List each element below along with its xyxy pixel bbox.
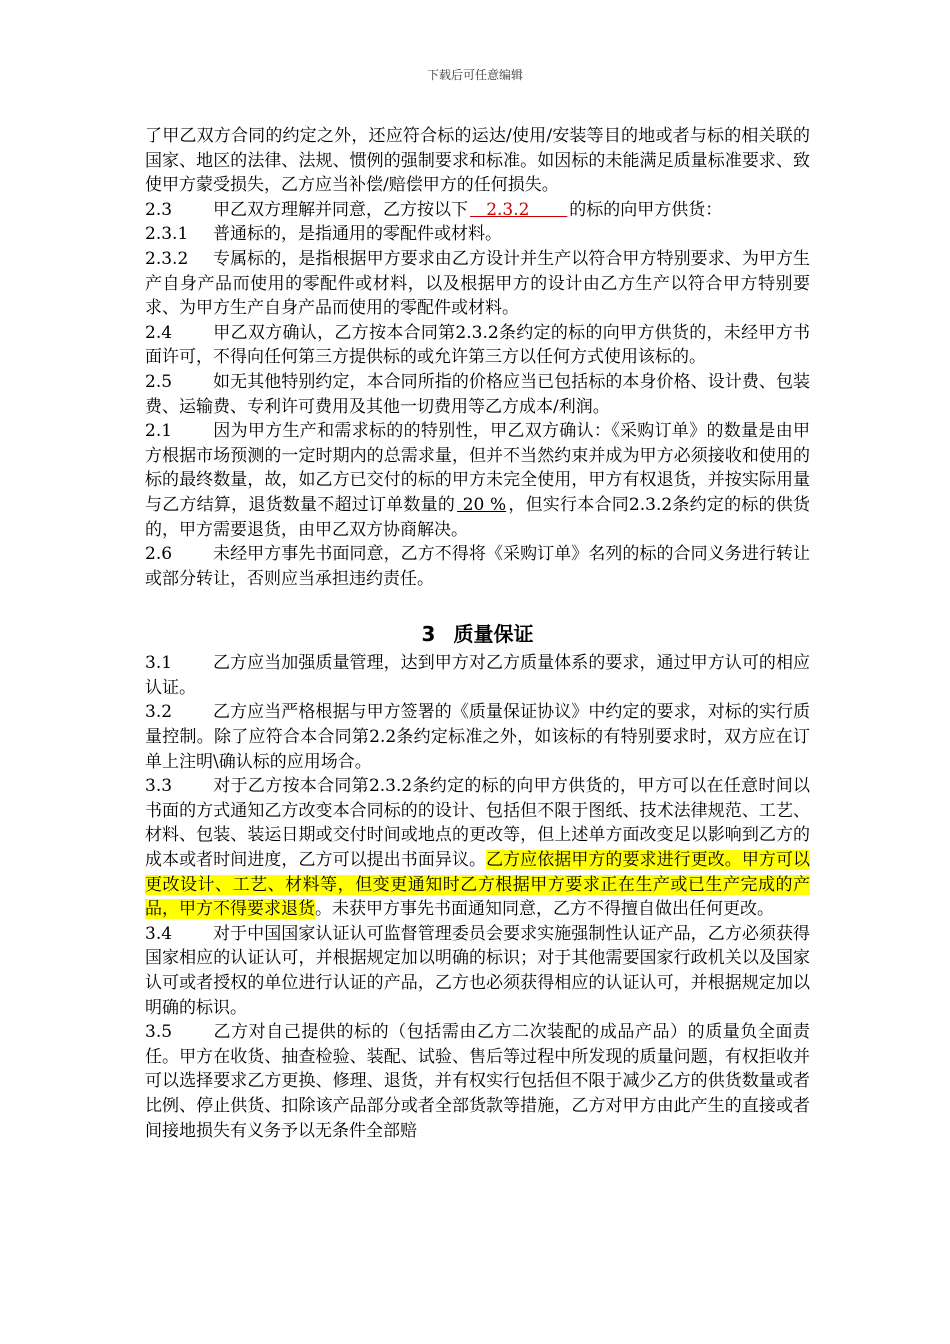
clause-text: 甲乙双方确认，乙方按本合同第2.3.2条约定的标的向甲方供货的，未经甲方书面许可，不得向任何第三方提供标的或允许第三方以任何方式使用该标的。 (145, 322, 810, 368)
clause-text: ，但实行本合同2.3.2条约定的标的供货的，甲方需要退货，由甲乙双方协商解决。 (145, 494, 810, 540)
highlighted-text: 乙方应依据甲方的要求进行更改。甲方可以更改设计、工艺、材料等，但变更通知时乙方根据甲方要求正在生产或已生产完成的产品，甲方不得要求退货 (145, 850, 811, 920)
page-header: 下载后可任意编辑 (426, 68, 523, 82)
clause-3-5 (145, 1020, 810, 1143)
clause-text: 专属标的，是指根据甲方要求由乙方设计并生产以符合甲方特别要求、为甲方生产自身产品而使用的零配件或材料，以及根据甲方的设计由乙方生产以符合甲方特别要求、为甲方生产自身产品而使用的零配件或材料。 (145, 248, 810, 319)
clause-2-1 (145, 419, 810, 542)
section-title: 质量保证 (453, 622, 534, 647)
clause-text: 普通标的，是指通用的零配件或材料。 (213, 224, 502, 245)
clause-3-1 (145, 651, 810, 700)
clause-text: 对于乙方按本合同第2.3.2条约定的标的向甲方供货的，甲方可以在任意时间以书面的方式通知乙方改变本合同标的的设计、包括但不限于图纸、技术法律规范、工艺、材料、包装、装运日期或交付时间或地点的更改等，但上述单方面改变足以影响到乙方的成本或者时间进度，乙方可以提出书面异议。 (145, 776, 810, 871)
clause-3-4 (145, 922, 810, 1020)
clause-3-2 (145, 700, 810, 774)
paragraph-text: 了甲乙双方合同的约定之外，还应符合标的运达/使用/安装等目的地或者与标的相关联的国家、地区的法律、法规、惯例的强制要求和标准。如因标的未能满足质量标准要求、致使甲方蒙受损失，乙方应当补偿/赔偿甲方的任何损失。 (145, 126, 810, 196)
section-number: 3 (421, 622, 436, 647)
clause-text: 乙方对自己提供的标的（包括需由乙方二次装配的成品产品）的质量负全面责任。甲方在收货、抽查检验、装配、试验、售后等过程中所发现的质量问题，有权拒收并可以选择要求乙方更换、修理、退货，并有权实行包括但不限于减少乙方的供货数量或者比例、停止供货、扣除该产品部分或者全部货款等措施，乙方对甲方由此产生的直接或者间接地损失有义务予以无条件全部赔 (145, 1022, 810, 1141)
clause-number: 3.1 (145, 653, 173, 674)
clause-number: 2.4 (145, 322, 173, 343)
document-body (145, 124, 810, 1143)
clause-2-3 (145, 198, 810, 223)
clause-number: 2.5 (145, 371, 173, 392)
clause-text: 甲乙双方理解并同意，乙方按以下 (213, 199, 468, 220)
clause-2-5 (145, 370, 810, 419)
clause-text: 如无其他特别约定，本合同所指的价格应当已包括标的本身价格、设计费、包装费、运输费、专利许可费用及其他一切费用等乙方成本/利润。 (145, 371, 810, 417)
clause-text: 因为甲方生产和需求标的的特别性，甲乙双方确认：《采购订单》的数量是由甲方根据市场预测的一定时期内的总需求量，但并不当然约束并成为甲方必须接收和使用的标的最终数量，故，如乙方已交付的标的甲方未完全使用，甲方有权退货，并按实际用量与乙方结算，退货数量不超过订单数量的 (145, 421, 810, 515)
clause-text: 乙方应当加强质量管理，达到甲方对乙方质量体系的要求，通过甲方认可的相应认证。 (145, 653, 810, 698)
fill-blank-percent[interactable]: 20 % (457, 494, 507, 515)
clause-2-3-2 (145, 247, 810, 321)
clause-number: 2.3.2 (145, 248, 189, 269)
clause-number: 3.5 (145, 1022, 173, 1043)
paragraph-continuation (145, 124, 810, 198)
clause-number: 3.3 (145, 776, 173, 797)
clause-text: 对于中国国家认证认可监督管理委员会要求实施强制性认证产品，乙方必须获得国家相应的认证认可，并根据规定加以明确的标识；对于其他需要国家行政机关以及国家认可或者授权的单位进行认证的产品，乙方也必须获得相应的认证认可，并根据规定加以明确的标识。 (145, 923, 810, 1018)
section-heading (145, 621, 810, 647)
clause-2-3-1 (145, 222, 810, 247)
clause-2-4 (145, 321, 810, 370)
clause-text: 。未获甲方事先书面通知同意，乙方不得擅自做出任何更改。 (315, 899, 774, 920)
clause-number: 2.6 (145, 544, 173, 565)
clause-number: 3.2 (145, 702, 173, 723)
clause-number: 2.3.1 (145, 224, 189, 245)
clause-text: 的标的向甲方供货： (569, 199, 723, 220)
clause-3-3 (145, 774, 810, 922)
fill-blank-clause-ref[interactable]: 2.3.2 (470, 199, 568, 220)
clause-text: 未经甲方事先书面同意，乙方不得将《采购订单》名列的标的合同义务进行转让或部分转让，否则应当承担违约责任。 (145, 544, 810, 589)
clause-2-6 (145, 542, 810, 591)
clause-number: 2.3 (145, 199, 173, 220)
clause-number: 3.4 (145, 923, 173, 944)
clause-number: 2.1 (145, 421, 173, 442)
clause-text: 乙方应当严格根据与甲方签署的《质量保证协议》中约定的要求，对标的实行质量控制。除了应符合本合同第2.2条约定标准之外，如该标的有特别要求时，双方应在订单上注明\确认标的应用场合。 (145, 702, 810, 772)
